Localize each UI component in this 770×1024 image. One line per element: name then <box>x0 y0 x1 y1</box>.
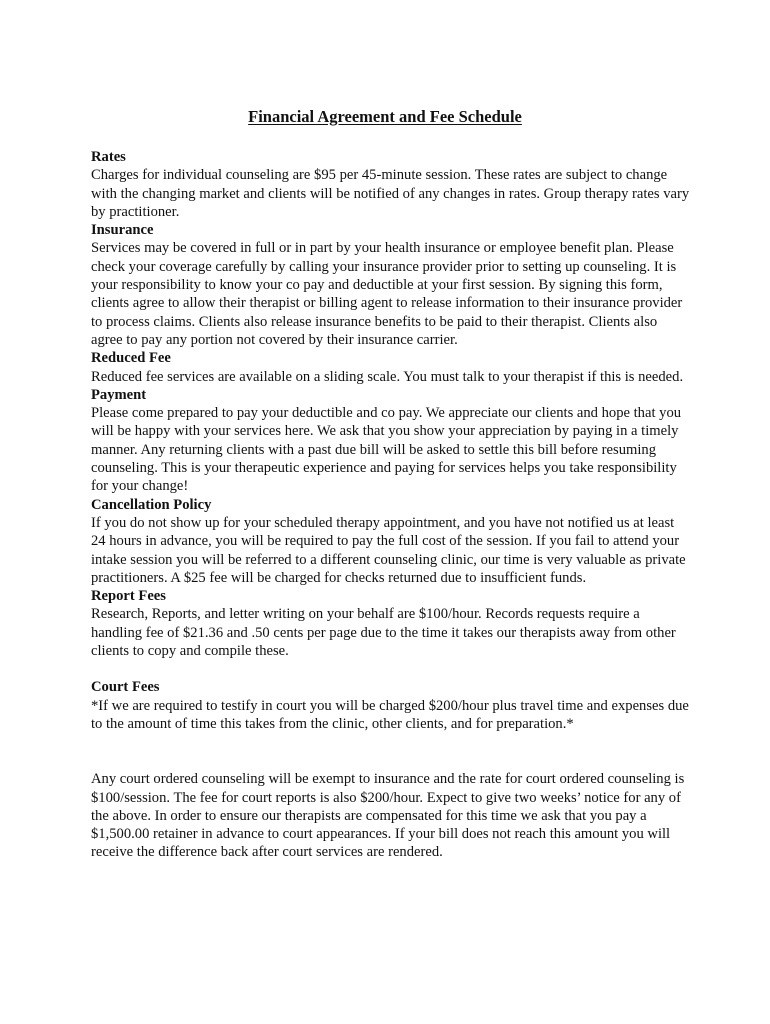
section-heading-report-fees: Report Fees <box>91 588 166 605</box>
section-insurance <box>91 221 691 349</box>
section-reduced-fee <box>91 349 691 386</box>
document-body <box>91 148 691 862</box>
section-body-cancellation-policy: If you do not show up for your scheduled therapy appointment, and you have not notified us at least 24 hours in advance, you will be required to pay the full cost of the session. If you fail to attend your intake session you will be referred to a different counseling clinic, our time is very valuable as private practitioners. A $25 fee will be charged for checks returned due to insufficient funds. <box>91 514 686 586</box>
section-payment <box>91 386 691 496</box>
section-body-court-fees: *If we are required to testify in court you will be charged $200/hour plus travel time and expenses due to the amount of time this takes from the clinic, other clients, and for preparation.* <box>91 697 689 732</box>
section-heading-court-fees: Court Fees <box>91 679 160 696</box>
section-rates <box>91 148 691 221</box>
section-body-reduced-fee: Reduced fee services are available on a sliding scale. You must talk to your therapist if this is needed. <box>91 368 684 385</box>
section-body-payment: Please come prepared to pay your deductible and co pay. We appreciate our clients and hope that you will be happy with your services here. We ask that you show your appreciation by paying in a timely manner. Any returning clients with a past due bill will be asked to settle this bill before resuming counseling. This is your therapeutic experience and paying for services helps you take responsibility for your change! <box>91 405 682 495</box>
section-body-report-fees: Research, Reports, and letter writing on your behalf are $100/hour. Records requests require a handling fee of $21.36 and .50 cents per page due to the time it takes our therapists away from other clients to copy and compile these. <box>91 606 676 660</box>
closing-paragraph: Any court ordered counseling will be exempt to insurance and the rate for court ordered counseling is $100/session. The fee for court reports is also $200/hour. Expect to give two weeks’ notice for any of the above. In order to ensure our therapists are compensated for this time we ask that you pay a $1,500.00 retainer in advance to court appearances. If your bill does not reach this amount you will receive the difference back after court services are rendered. <box>91 771 685 861</box>
document-title: Financial Agreement and Fee Schedule <box>248 107 522 126</box>
section-heading-insurance: Insurance <box>91 222 154 239</box>
section-heading-rates: Rates <box>91 149 126 165</box>
section-cancellation-policy <box>91 496 691 587</box>
section-heading-reduced-fee: Reduced Fee <box>91 350 171 367</box>
section-body-rates: Charges for individual counseling are $95 per 45-minute session. These rates are subject to change with the changing market and clients will be notified of any changes in rates. Group therapy rates vary by practitioner. <box>91 167 690 220</box>
spacer <box>91 660 691 678</box>
section-report-fees <box>91 587 691 660</box>
section-body-insurance: Services may be covered in full or in part by your health insurance or employee benefit plan. Please check your coverage carefully by calling your insurance provider prior to setting up counseling. It is your responsibility to know your co pay and deductible at your first session. By signing this form, clients agree to allow their therapist or billing agent to release information to their insurance provider to process claims. Clients also release insurance benefits to be paid to their therapist. Clients also agree to pay any portion not covered by their insurance carrier. <box>91 240 683 348</box>
section-heading-cancellation-policy: Cancellation Policy <box>91 496 212 513</box>
section-heading-payment: Payment <box>91 386 147 403</box>
spacer <box>91 733 691 770</box>
section-court-fees <box>91 678 691 733</box>
